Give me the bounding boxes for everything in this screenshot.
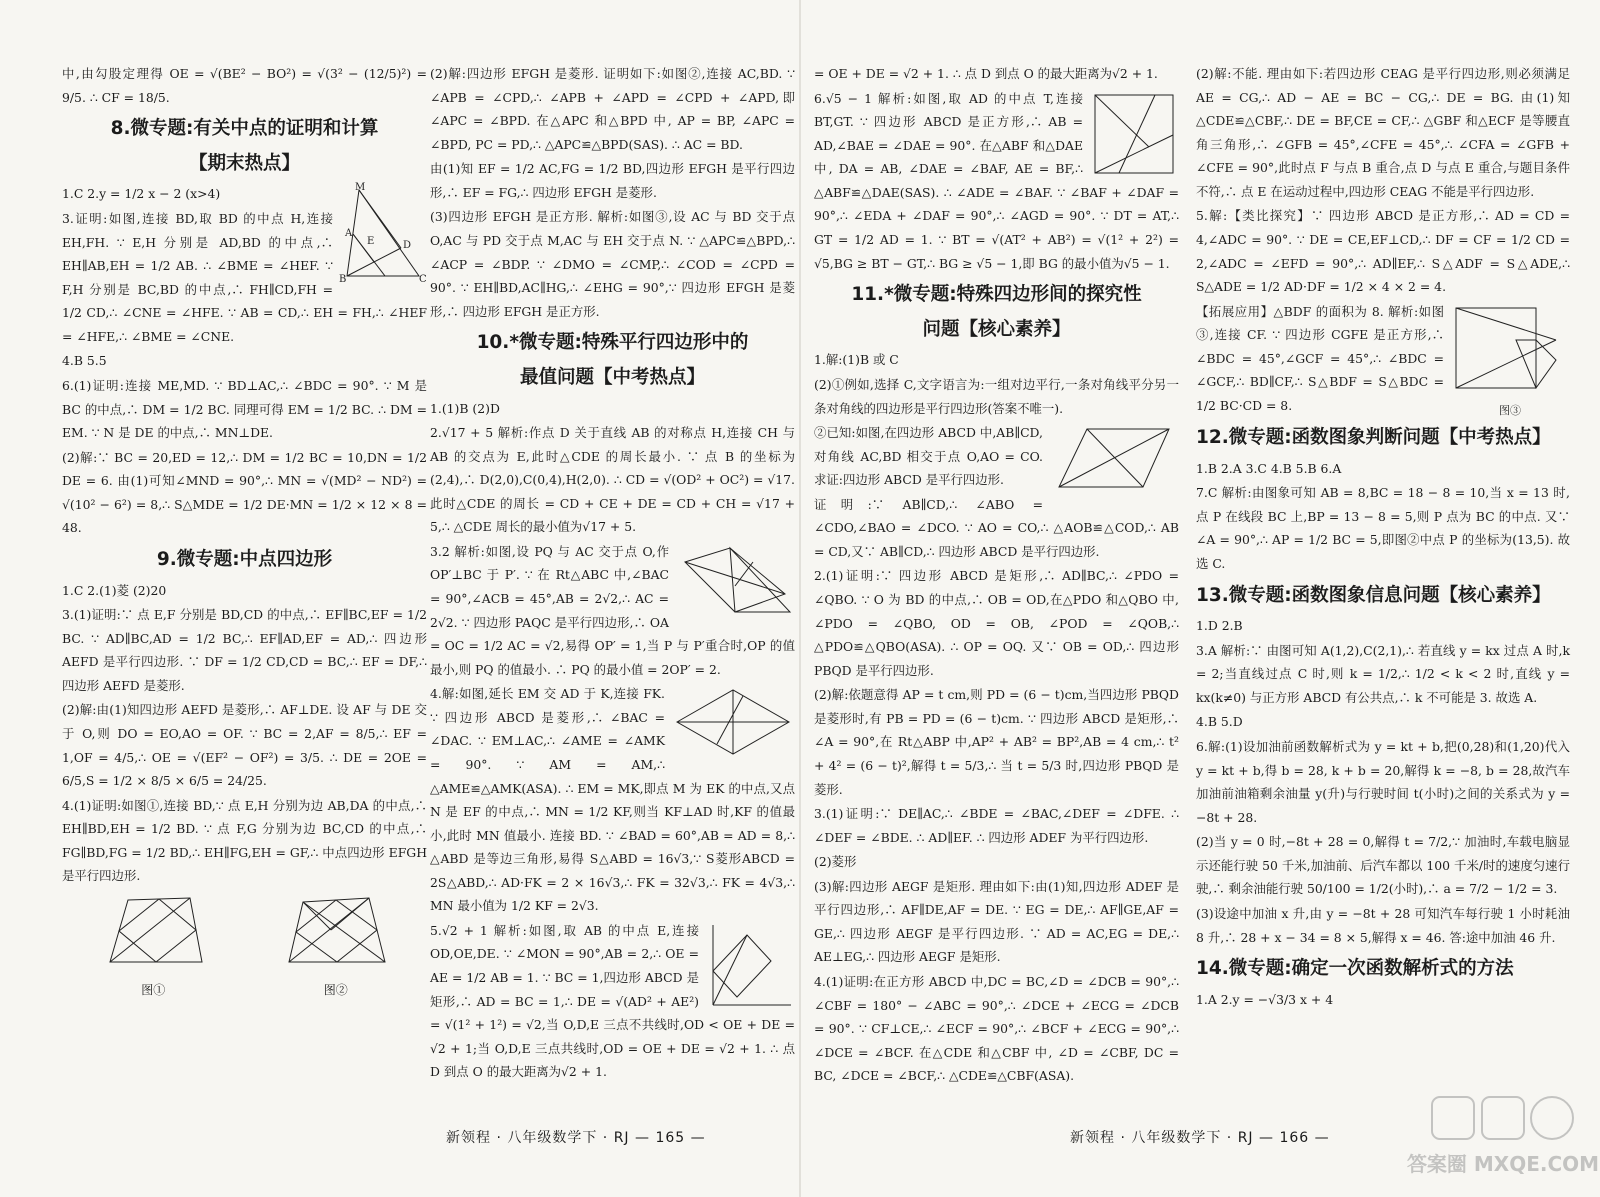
figure-1 — [98, 892, 208, 1002]
answer-line: 1.A 2.y = −√3/3 x + 4 — [1196, 991, 1334, 1007]
answer-line: 4.解:如图,延长 EM 交 AD 于 K,连接 FK. ∵ 四边形 ABCD 是菱形,∴ ∠BAC = ∠DAC. ∵ EM⊥AC,∴ ∠AME = ∠AMK = 90°. ∵ AM = AM,∴ △AME≌△AMK(ASA). ∴ EM = MK,即点 M 为 EK 的中点,又点 N 是 EF 的中点,∴ MN = 1/2 KF,则当 KF⊥AD 时,KF 的值最小,此时 MN 值最小. 连接 BD. ∵ ∠BAD = 60°,AB = AD = 8,∴ △ABD 是等边三角形,易得 S△ABD = 16√3,∵ S菱形ABCD = 2S△ABD,∴ AD·FK = 2 × 16√3,∴ FK = 32√3,∴ FK = 4√3,∴ MN 最小值为 1/2 KF = 2√3. — [430, 686, 795, 914]
answer-line: (2)菱形 — [814, 854, 857, 870]
column-2 — [430, 62, 795, 1107]
column-3 — [814, 62, 1179, 1107]
answer-line: 由(1)知 EF = 1/2 AC,FG = 1/2 BD,四边形 EFGH 是平行四边形,∴ EF = FG,∴ 四边形 EFGH 是菱形. — [430, 161, 795, 200]
section-10-title: 10.*微专题:特殊平行四边形中的 — [476, 332, 749, 354]
svg-text:M: M — [355, 182, 366, 194]
answer-line: 3.(1)证明:∵ DE∥AC,∴ ∠BDE = ∠BAC,∠DEF = ∠DFE. ∴ ∠DEF = ∠BDE. ∴ AD∥EF. ∴ 四边形 ADEF 为平行四边形. — [814, 806, 1179, 845]
answer-line: 6.解:(1)设加油前函数解析式为 y = kt + b,把(0,28)和(1,20)代入 y = kt + b,得 b = 28, k + b = 20,解得 k = −8, b = 28,故汽车加油前油箱剩余油量 y(升)与行驶时间 t(小时)之间的关系式为 y = −8t + 28. — [1196, 739, 1570, 825]
section-11-subtitle — [814, 316, 1179, 345]
section-12-heading — [1196, 424, 1570, 453]
column-4 — [1196, 62, 1570, 1107]
footer-right: 新领程 · 八年级数学下 · RJ — 166 — — [1070, 1130, 1330, 1146]
section-10-tag: 【中考热点】 — [594, 366, 706, 388]
section-13-heading — [1196, 582, 1570, 611]
answer-line: 1.(1)B (2)D — [430, 400, 500, 416]
answer-line: (3)解:四边形 AEGF 是矩形. 理由如下:由(1)知,四边形 ADEF 是平行四边形,∴ AF∥DE,AF = DE. ∵ EG = DE,∴ AF∥GE,AF = GE,∴ 四边形 AEGF 是平行四边形. ∵ AD = AC,EG = DE,∴ AE⊥EG,∴ 四边形 AEGF 是矩形. — [814, 878, 1179, 965]
quadrilateral-figure-2 — [281, 892, 391, 972]
answer-line: 6.√5 − 1 解析:如图,取 AD 的中点 T,连接 BT,GT. ∵ 四边形 ABCD 是正方形,∴ AB = AD,∠BAE = ∠DAE = 90°. 在△ABF 和△DAE 中, DA = AB, ∠DAE = ∠BAF, AE = BF,∴ △ABF≌△DAE(SAS). ∴ ∠ADE = ∠BAF. ∵ ∠BAF + ∠DAF = 90°,∴ ∠EDA + ∠DAF = 90°,∴ ∠AGD = 90°. ∵ DT = AT,∴ GT = 1/2 AD = 1. ∵ BT = √(AT² + AB²) = √(1² + 2²) = √5,BG ≥ BT − GT,∴ BG ≥ √5 − 1,即 BG 的最小值为√5 − 1. — [814, 90, 1179, 271]
section-13-tag: 【核心素养】 — [1439, 584, 1551, 606]
footer-left: 新领程 · 八年级数学下 · RJ — 165 — — [446, 1130, 706, 1146]
svg-text:A: A — [345, 228, 353, 240]
answer-line: 4.(1)证明:在正方形 ABCD 中,DC = BC,∠D = ∠DCB = 90°,∴ ∠CBF = 180° − ∠ABC = 90°,∴ ∠DCE + ∠ECG = ∠DCB = 90°. ∵ CF⊥CE,∴ ∠ECF = 90°,∴ ∠BCF + ∠ECG = 90°,∴ ∠DCE = ∠BCF. 在△CDE 和△CBF 中, ∠D = ∠CBF, DC = BC, ∠DCE = ∠BCF,∴ △CDE≌△CBF(ASA). — [814, 974, 1179, 1084]
svg-text:D: D — [403, 240, 412, 252]
answer-line: = OE + DE = √2 + 1. ∴ 点 D 到点 O 的最大距离为√2 + 1. — [814, 66, 1158, 81]
quadrilateral-figure-1 — [98, 892, 208, 972]
answer-line: 4.B 5.5 — [62, 353, 107, 369]
answer-line: (3)四边形 EFGH 是正方形. 解析:如图③,设 AC 与 BD 交于点 O,AC 与 PD 交于点 M,AC 与 EH 交于点 N. ∵ △APC≌△BPD,∴ ∠ACP = ∠BDP. ∵ ∠DMO = ∠CMP,∴ ∠COD = ∠CPD = 90°. ∵ EH∥BD,AC∥HG,∴ ∠EHG = 90°,∵ 四边形 EFGH 是菱形,∴ 四边形 EFGH 是正方形. — [430, 209, 795, 319]
figure-2 — [281, 892, 391, 1002]
answer-line: (3)设途中加油 x 升,由 y = −8t + 28 可知汽车每行驶 1 小时耗油 8 升,∴ 28 + x − 34 = 8 × 5,解得 x = 46. 答:途中加油 46 升. — [1196, 905, 1570, 945]
answer-line: 2.(1)证明:∵ 四边形 ABCD 是矩形,∴ AD∥BC,∴ ∠PDO = ∠QBO. ∵ O 为 BD 的中点,∴ OB = OD,在△PDO 和△QBO 中, ∠PDO = ∠QBO, OD = OB, ∠POD = ∠QOB,∴ △PDO≌△QBO(ASA). ∴ OP = OQ. 又∵ OB = OD,∴ 四边形 PBQD 是平行四边形. — [814, 568, 1179, 678]
square-extension-figure — [1450, 302, 1570, 394]
section-11-title-2: 问题 — [922, 318, 960, 340]
answer-line: 1.C 2.y = 1/2 x − 2 (x>4) — [62, 186, 221, 202]
answer-line: 6.(1)证明:连接 ME,MD. ∵ BD⊥AC,∴ ∠BDC = 90°. ∵ M 是 BC 的中点,∴ DM = 1/2 BC. 同理可得 EM = 1/2 BC. ∴ DM = EM. ∵ N 是 DE 的中点,∴ MN⊥DE. — [62, 377, 427, 441]
figure-2-label: 图② — [323, 983, 348, 998]
answer-line: (2)当 y = 0 时,−8t + 28 = 0,解得 t = 7/2,∵ 加油时,车载电脑显示还能行驶 50 千米,加油前、后汽车都以 100 千米/时的速度匀速行驶,∴ 剩余油能行驶 50/100 = 1/2(小时),∴ a = 7/2 − 1/2 = 3. — [1196, 834, 1570, 897]
answer-line: 4.(1)证明:如图①,连接 BD,∵ 点 E,H 分别为边 AB,DA 的中点,∴ EH∥BD,EH = 1/2 BD. ∵ 点 F,G 分别为边 BC,CD 的中点,∴ FG∥BD,FG = 1/2 BD,∴ EH∥FG,EH = GF,∴ 中点四边形 EFGH 是平行四边形. — [62, 797, 427, 884]
section-8-tag: 【期末热点】 — [188, 152, 300, 174]
answer-line: (2)解:依题意得 AP = t cm,则 PD = (6 − t)cm,当四边形 PBQD 是菱形时,有 PB = PD = (6 − t)cm. ∵ 四边形 ABCD 是矩形,∴ ∠A = 90°,在 Rt△ABP 中,AP² + AB² = BP²,AB = 4 cm,∴ t² + 4² = (6 − t)²,解得 t = 5/3,∴ 当 t = 5/3 时,四边形 PBQD 是菱形. — [814, 687, 1179, 797]
rectangle-on-angle-figure — [705, 921, 795, 1011]
answer-line: 1.D 2.B — [1196, 618, 1243, 634]
figure-1-label: 图① — [141, 983, 166, 998]
text-line: 中,由勾股定理得 OE = √(BE² − BO²) = √(3² − (12/5)²) = 9/5. ∴ CF = 18/5. — [62, 66, 427, 105]
figure-row — [62, 892, 427, 1002]
answer-line: 1.C 2.(1)菱 (2)20 — [62, 582, 167, 598]
section-12-title: 12.微专题:函数图象判断问题 — [1196, 427, 1440, 449]
svg-text:E: E — [367, 236, 375, 248]
svg-text:B: B — [339, 274, 347, 286]
right-page — [800, 0, 1600, 1197]
answer-line: 7.C 解析:由图象可知 AB = 8,BC = 18 − 8 = 10,当 x = 13 时,点 P 在线段 BC 上,BP = 13 − 8 = 5,则 P 点为 BC 的中点. 又∵ ∠A = 90°,∴ AP = 1/2 BC = 5,即图②中点 P 的坐标为(13,5). 故选 C. — [1196, 485, 1570, 571]
answer-line: (2)①例如,选择 C,文字语言为:一组对边平行,一条对角线平分另一条对角线的四边形是平行四边形(答案不唯一). — [814, 376, 1179, 416]
square-figure — [1089, 89, 1179, 179]
answer-line: (2)解:由(1)知四边形 AEFD 是菱形,∴ AF⊥DE. 设 AF 与 DE 交于 O,则 DO = EO,AO = OF. ∵ BC = 2,AF = 8/5,∴ EF = 1,OF = 4/5,∴ OE = √(EF² − OF²) = 3/5. ∴ DE = 2OE = 6/5,S = 1/2 × 8/5 × 6/5 = 24/25. — [62, 702, 427, 789]
answer-line: 【拓展应用】△BDF 的面积为 8. 解析:如图③,连接 CF. ∵ 四边形 CGFE 是正方形,∴ ∠BDC = 45°,∠GCF = 45°,∴ ∠BDC = ∠GCF,∴ BD∥CF,∴ S△BDF = S△BDC = 1/2 BC·CD = 8. — [1196, 303, 1444, 413]
section-11-tag: 【核心素养】 — [959, 318, 1071, 340]
answer-line: 3.A 解析:∵ 由图可知 A(1,2),C(2,1),∴ 若直线 y = kx 过点 A 时,k = 2;当直线过点 C 时,则 k = 1/2,∴ 1/2 < k < 2 时,直线 y = kx(k≠0) 与正方形 ABCD 有公共点,∴ k 不可能是 3. 故选 A. — [1196, 642, 1570, 705]
triangle-midpoint-figure — [339, 184, 427, 284]
answer-line: 1.解:(1)B 或 C — [814, 352, 899, 368]
watermark-text: 答案圈 MXQE.COM — [1406, 1152, 1600, 1176]
rhombus-figure — [671, 684, 795, 760]
section-13-title: 13.微专题:函数图象信息问题 — [1196, 584, 1440, 606]
figure-3 — [1450, 302, 1570, 422]
answer-line: 4.B 5.D — [1196, 714, 1243, 730]
answer-line: 2.√17 + 5 解析:作点 D 关于直线 AB 的对称点 H,连接 CH 与 AB 的交点为 E,此时△CDE 的周长最小. ∵ 点 B 的坐标为(2,4),∴ D(2,0),C(0,4),H(2,0). ∴ CD = √(OD² + OC²) = √17. 此时△CDE 的周长 = CD + CE + DE = CD + CH = √17 + 5,∴ △CDE 周长的最小值为√17 + 5. — [430, 425, 795, 535]
answer-line: 1.B 2.A 3.C 4.B 5.B 6.A — [1196, 460, 1342, 476]
watermark-logo — [1406, 1091, 1600, 1183]
figure-3-label: 图③ — [1499, 404, 1521, 418]
answer-line: 5.√2 + 1 解析:如图,取 AB 的中点 E,连接 OD,OE,DE. ∵ ∠MON = 90°,AB = 2,∴ OE = AE = 1/2 AB = 1. ∵ BC = 1,四边形 ABCD 是矩形,∴ AD = BC = 1,∴ DE = √(AD² + AE²) = √(1² + 1²) = √2,当 O,D,E 三点不共线时,OD < OE + DE = √2 + 1;当 O,D,E 三点共线时,OD = OE + DE = √2 + 1. ∴ 点 D 到点 O 的最大距离为√2 + 1. — [430, 922, 795, 1080]
section-8-title: 8.微专题:有关中点的证明和计算 — [110, 118, 379, 140]
quadrilateral-diagonals-figure — [1049, 423, 1179, 493]
section-10-subtitle — [430, 364, 795, 393]
section-10-title-2: 最值问题 — [519, 366, 594, 388]
section-12-tag: 【中考热点】 — [1439, 427, 1551, 449]
answer-line: ②已知:如图,在四边形 ABCD 中,AB∥CD,对角线 AC,BD 相交于点 O,AO = CO. 求证:四边形 ABCD 是平行四边形. — [814, 425, 1043, 488]
section-11-title: 11.*微专题:特殊四边形间的探究性 — [851, 284, 1142, 306]
answer-line: (2)解:∵ BC = 20,ED = 12,∴ DM = 1/2 BC = 10,DN = 1/2 DE = 6. 由(1)可知∠MND = 90°,∴ MN = √(MD² − ND²) = √(10² − 6²) = 8,∴ S△MDE = 1/2 DE·MN = 1/2 × 12 × 8 = 48. — [62, 449, 427, 536]
answer-line: 3.2 解析:如图,设 PQ 与 AC 交于点 O,作 OP′⊥BC 于 P′. ∵ 在 Rt△ABC 中,∠BAC = 90°,∠ACB = 45°,AB = 2√2,∴ AC = 2√2. ∵ 四边形 PAQC 是平行四边形,∴ OA = OC = 1/2 AC = √2,易得 OP′ = 1,当 P 与 P′重合时,OP 的值最小,则 PQ 的值最小. ∴ PQ 的最小值 = 2OP′ = 2. — [430, 543, 795, 677]
column-1 — [62, 62, 427, 1107]
answer-line: (2)解:四边形 EFGH 是菱形. 证明如下:如图②,连接 AC,BD. ∵ ∠APB = ∠CPD,∴ ∠APB + ∠APD = ∠CPD + ∠APD,即∠APC = ∠BPD. 在△APC 和△BPD 中, AP = BP, ∠APC = ∠BPD, PC = PD,∴ △APC≌△BPD(SAS). ∴ AC = BD. — [430, 66, 795, 152]
svg-text:C: C — [419, 274, 427, 286]
section-14-title: 14.微专题:确定一次函数解析式的方法 — [1196, 958, 1514, 980]
answer-line: 3.证明:如图,连接 BD,取 BD 的中点 H,连接 EH,FH. ∵ E,H 分别是 AD,BD 的中点,∴ EH∥AB,EH = 1/2 AB. ∴ ∠BME = ∠HEF. ∵ F,H 分别是 BC,BD 的中点,∴ FH∥CD,FH = 1/2 CD,∴ ∠CNE = ∠HFE. ∵ AB = CD,∴ EH = FH,∴ ∠HEF = ∠HFE,∴ ∠BME = ∠CNE. — [62, 211, 427, 344]
answer-line: 3.(1)证明:∵ 点 E,F 分别是 BD,CD 的中点,∴ EF∥BC,EF = 1/2 BC. ∵ AD∥BC,AD = 1/2 BC,∴ EF∥AD,EF = AD,∴ 四边形 AEFD 是平行四边形. ∵ DF = 1/2 CD,CD = BC,∴ EF = DF,∴ 四边形 AEFD 是菱形. — [62, 607, 427, 693]
answer-line: 证明:∵ AB∥CD,∴ ∠ABO = ∠CDO,∠BAO = ∠DCO. ∵ AO = CO,∴ △AOB≌△COD,∴ AB = CD,又∵ AB∥CD,∴ 四边形 ABCD 是平行四边形. — [814, 496, 1179, 559]
parallelogram-figure — [675, 542, 795, 622]
answer-line: 5.解:【类比探究】∵ 四边形 ABCD 是正方形,∴ AD = CD = 4,∠ADC = 90°. ∵ DE = CE,EF⊥CD,∴ DF = CF = 1/2 CD = 2,∠ADC = ∠EFD = 90°,∴ AD∥EF,∴ S△ADF = S△ADE,∴ S△ADE = 1/2 AD·DF = 1/2 × 4 × 2 = 4. — [1196, 208, 1570, 295]
section-9-title: 9.微专题:中点四边形 — [156, 548, 333, 570]
answer-line: (2)解:不能. 理由如下:若四边形 CEAG 是平行四边形,则必须满足 AE = CG,∴ AD − AE = BC − CG,∴ DE = BG. 由(1)知△CDE≌△CBF,∴ DE = BF,CE = CF,∴ △GBF 和△ECF 是等腰直角三角形,∴ ∠GFB = 45°,∠CFE = 45°,∴ ∠CFA = ∠GFB + ∠CFE = 90°,此时点 F 与点 B 重合,点 D 与点 E 重合,与题目条件不符,∴ 点 E 在运动过程中,四边形 CEAG 不能是平行四边形. — [1196, 66, 1570, 199]
